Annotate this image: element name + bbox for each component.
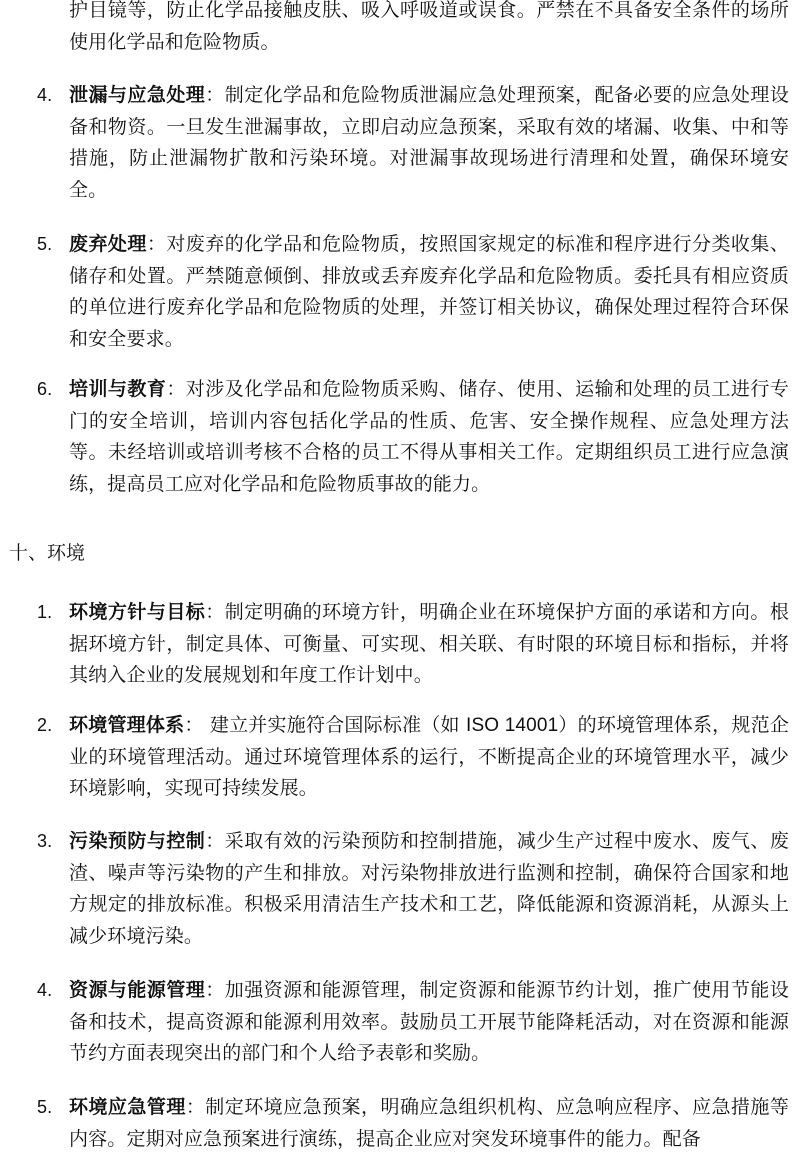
item-heading: 资源与能源管理 (69, 979, 206, 1001)
item-heading: 废弃处理 (69, 233, 147, 255)
list-item-pollution-control (37, 826, 789, 952)
item-text: ：制定化学品和危险物质泄漏应急处理预案，配备必要的应急处理设备和物资。一旦发生泄漏事故，立即启动应急预案，采取有效的堵漏、收集、中和等措施，防止泄漏物扩散和污染环境。对泄漏事故现场进行清理和处置，确保环境安全。 (69, 84, 789, 201)
list-item-env-emergency (37, 1092, 789, 1155)
item-heading: 泄漏与应急处理 (69, 84, 206, 106)
item-text: ：对涉及化学品和危险物质采购、储存、使用、运输和处理的员工进行专门的安全培训，培训内容包括化学品的性质、危害、安全操作规程、应急处理方法等。未经培训或培训考核不合格的员工不得从事相关工作。定期组织员工进行应急演练，提高员工应对化学品和危险物质事故的能力。 (69, 378, 789, 495)
item-text: ：加强资源和能源管理，制定资源和能源节约计划，推广使用节能设备和技术，提高资源和能源利用效率。鼓励员工开展节能降耗活动，对在资源和能源节约方面表现突出的部门和个人给予表彰和奖励。 (69, 979, 789, 1064)
item-text: ： 建立并实施符合国际标准（如 (184, 714, 467, 736)
list-number: 4. (37, 85, 53, 105)
item-text: ：制定环境应急预案，明确应急组织机构、应急响应程序、应急措施等内容。定期对应急预案进行演练，提高企业应对突发环境事件的能力。配备 (69, 1096, 789, 1150)
list-number: 1. (37, 602, 53, 622)
item-heading: 环境管理体系 (69, 714, 185, 736)
item-heading: 环境方针与目标 (69, 601, 206, 623)
continuation-paragraph: 护目镜等，防止化学品接触皮肤、吸入呼吸道或误食。严禁在不具备安全条件的场所使用化学品和危险物质。 (69, 0, 789, 53)
list-number: 2. (37, 715, 53, 735)
item-heading: 环境应急管理 (69, 1096, 186, 1118)
list-number: 5. (37, 1097, 53, 1117)
list-item-env-management-system (37, 710, 790, 805)
list-item-waste-disposal (37, 229, 789, 355)
iso-standard: ISO 14001 (466, 715, 559, 736)
list-number: 5. (37, 234, 53, 254)
item-heading: 污染预防与控制 (69, 830, 206, 852)
list-item-training (37, 374, 789, 500)
item-text: ：制定明确的环境方针，明确企业在环境保护方面的承诺和方向。根据环境方针，制定具体、可衡量、可实现、相关联、有时限的环境目标和指标，并将其纳入企业的发展规划和年度工作计划中。 (69, 601, 789, 686)
list-item-env-policy (37, 597, 789, 692)
section-title-environment: 十、环境 (9, 542, 86, 564)
list-number: 3. (37, 831, 53, 851)
list-item-leak-emergency (37, 80, 789, 206)
item-text: ：对废弃的化学品和危险物质，按照国家规定的标准和程序进行分类收集、储存和处置。严禁随意倾倒、排放或丢弃废弃化学品和危险物质。委托具有相应资质的单位进行废弃化学品和危险物质的处理，并签订相关协议，确保处理过程符合环保和安全要求。 (69, 233, 789, 350)
list-number: 6. (37, 379, 53, 399)
item-text: ：采取有效的污染预防和控制措施，减少生产过程中废水、废气、废渣、噪声等污染物的产生和排放。对污染物排放进行监测和控制，确保符合国家和地方规定的排放标准。积极采用清洁生产技术和工艺，降低能源和资源消耗，从源头上减少环境污染。 (69, 830, 789, 947)
item-text-continued: ）的环境管理体系，规范企业的环境管理活动。通过环境管理体系的运行，不断提高企业的环境管理水平，减少环境影响，实现可持续发展。 (69, 714, 790, 799)
item-heading: 培训与教育 (69, 378, 167, 400)
list-number: 4. (37, 980, 53, 1000)
list-item-resource-energy (37, 975, 789, 1070)
